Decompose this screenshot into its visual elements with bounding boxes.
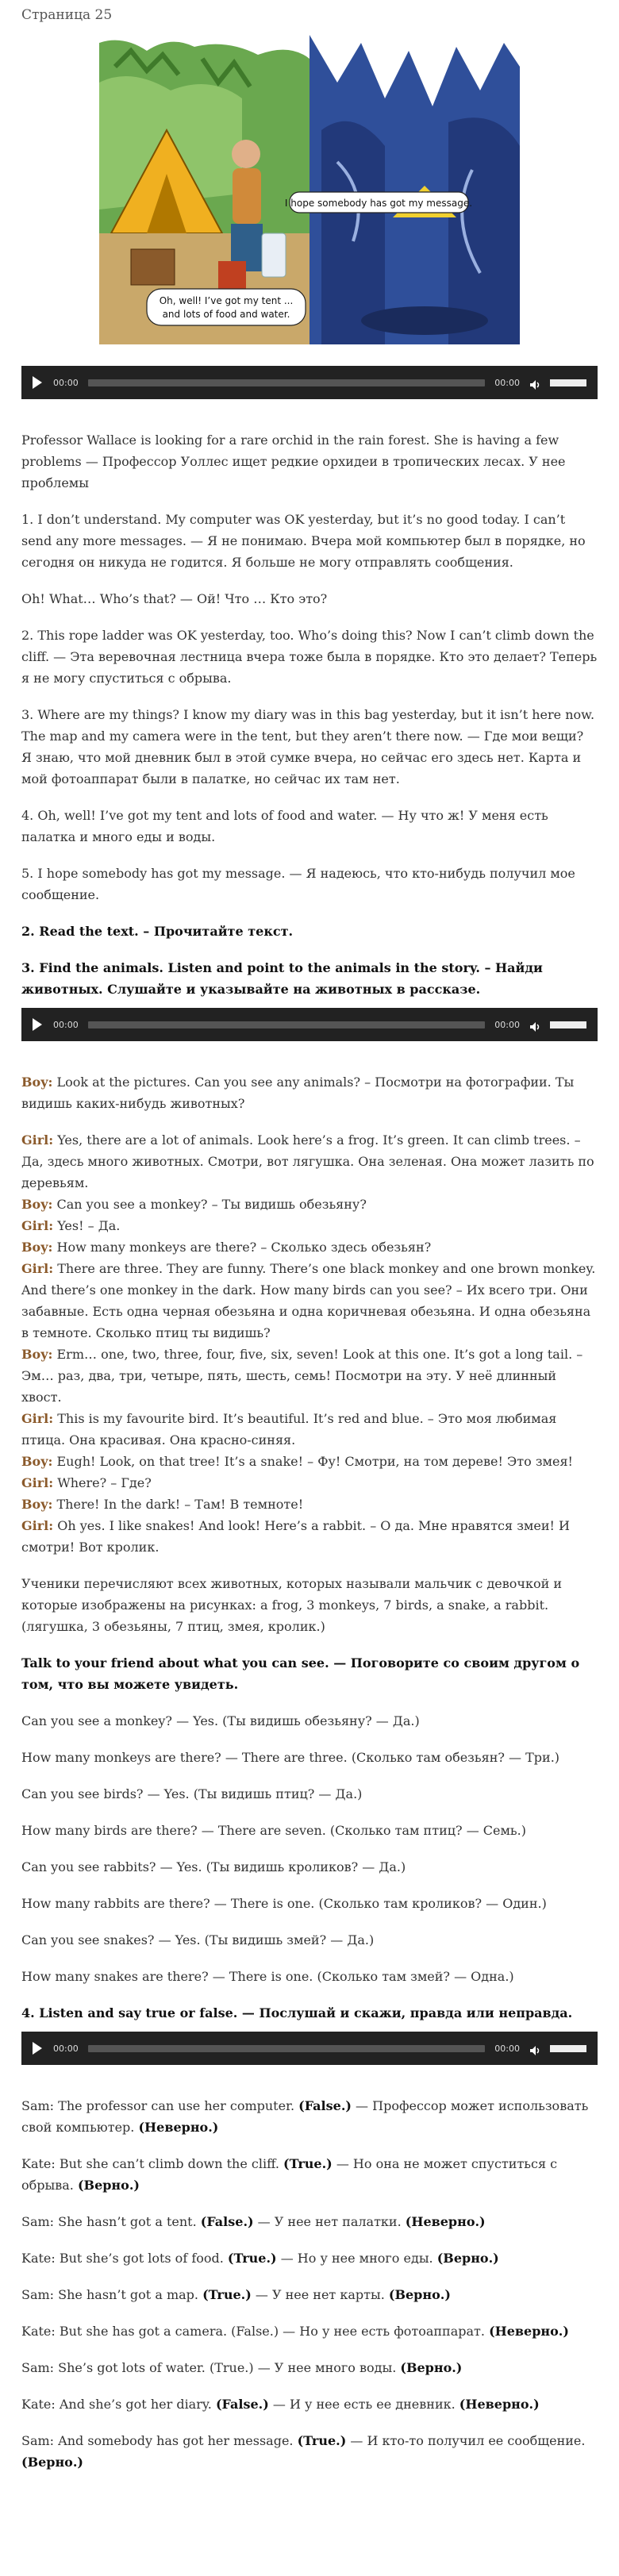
tf-answer-ru: (Верно.): [77, 2178, 140, 2193]
tf-translation: — У нее нет карты.: [251, 2287, 389, 2302]
intro-paragraph: Professor Wallace is looking for a rare orchid in the rain forest. She is having a few problems — Профессор Уоллес ищет редкие орхидеи в тропических лесах. У нее проблемы: [21, 433, 566, 490]
speaker-label: Boy:: [21, 1497, 53, 1512]
page-label: Страница 25: [21, 7, 113, 23]
story-illustration: [21, 35, 598, 344]
volume-slider[interactable]: [550, 1021, 586, 1028]
tf-translation: — И у нее есть ее дневник.: [268, 2397, 459, 2412]
tf-translation: — Но у нее много еды.: [276, 2251, 437, 2266]
tf-statement: Sam: She hasn’t got a map.: [21, 2287, 203, 2302]
speaker-label: Girl:: [21, 1411, 54, 1426]
speaker-label: Boy:: [21, 1347, 53, 1362]
bubble-right-text: I hope somebody has got my message.: [284, 198, 473, 209]
summary-paragraph: Ученики перечисляют всех животных, которых называли мальчик с девочкой и которые изображены на рисунках: a frog, 3 monkeys, 7 birds, a snake, a rabbit. (лягушка, 3 обезьяны, 7 птиц, змея, кролик.): [21, 1576, 563, 1634]
true-false-line: [21, 2320, 598, 2342]
dialogue-text: Look at the pictures. Can you see any animals? – Посмотри на фотографии. Ты видишь каких-нибудь животных?: [21, 1075, 575, 1111]
tf-answer-ru: (Неверно.): [489, 2324, 569, 2339]
talk-line: How many monkeys are there? — There are three. (Сколько там обезьян? — Три.): [21, 1750, 560, 1765]
audio-time-duration: 00:00: [494, 1019, 520, 1030]
dialogue-text: Yes! – Да.: [53, 1218, 121, 1233]
tf-answer-en: (True.): [202, 2287, 252, 2302]
tf-statement: Kate: But she’s got lots of food.: [21, 2251, 228, 2266]
talk-line: How many rabbits are there? — There is one. (Сколько там кроликов? — Один.): [21, 1896, 547, 1911]
audio-time-current: 00:00: [53, 377, 79, 388]
speaker-label: Boy:: [21, 1197, 53, 1212]
tf-answer-ru: (Неверно.): [459, 2397, 540, 2412]
audio-progress-bar[interactable]: [88, 379, 486, 386]
tf-answer-en: (True.): [283, 2156, 333, 2171]
dialogue-text: Erm… one, two, three, four, five, six, seven! Look at this one. It’s got a long tail. – Эм… раз, два, три, четыре, пять, шесть, семь! Посмотри на эту. У неё длинный хвост.: [21, 1347, 583, 1405]
dialogue-text: Where? – Где?: [53, 1475, 152, 1490]
task-2-heading: 2. Read the text. – Прочитайте текст.: [21, 924, 294, 939]
tf-answer-en: (False.): [200, 2214, 254, 2229]
tf-statement: Sam: She hasn’t got a tent.: [21, 2214, 201, 2229]
tf-answer-ru: (Неверно.): [138, 2120, 219, 2135]
dialogue-line: [21, 1236, 598, 1258]
true-false-line: [21, 2357, 598, 2378]
tf-answer-en: (True.): [297, 2433, 347, 2448]
tf-translation: — У нее нет палатки.: [253, 2214, 406, 2229]
play-icon[interactable]: [33, 376, 42, 389]
dialogue-line: [21, 1408, 598, 1451]
speaker-label: Girl:: [21, 1261, 54, 1276]
volume-slider[interactable]: [550, 379, 586, 386]
tf-statement: Sam: She’s got lots of water. (True.) — У нее много воды.: [21, 2360, 401, 2375]
tf-statement: Kate: But she has got a camera. (False.) — Но у нее есть фотоаппарат.: [21, 2324, 490, 2339]
true-false-line: [21, 2211, 598, 2232]
audio-progress-bar[interactable]: [88, 1021, 486, 1028]
audio-time-duration: 00:00: [494, 377, 520, 388]
story-line-5: 4. Oh, well! I’ve got my tent and lots of food and water. — Ну что ж! У меня есть палатка и много еды и воды.: [21, 808, 548, 844]
volume-icon[interactable]: [529, 377, 542, 388]
tf-answer-ru: (Верно.): [21, 2455, 83, 2470]
dialogue-line: [21, 1344, 598, 1408]
audio-time-current: 00:00: [53, 1019, 79, 1030]
dialogue-line: [21, 1451, 598, 1472]
audio-time-duration: 00:00: [494, 2043, 520, 2054]
tf-translation: — Профессор может использовать свой компьютер.: [21, 2098, 589, 2135]
dialogue-text: Eugh! Look, on that tree! It’s a snake! – Фу! Смотри, на том дереве! Это змея!: [52, 1454, 573, 1469]
task-3-heading: 3. Find the animals. Listen and point to the animals in the story. – Найди животных. Слушайте и указывайте на животных в рассказе.: [21, 960, 543, 997]
dialogue-line: [21, 1472, 598, 1494]
tf-answer-ru: (Неверно.): [405, 2214, 486, 2229]
true-false-line: [21, 2430, 598, 2473]
talk-heading: Talk to your friend about what you can see. — Поговорите со своим другом о том, что вы можете увидеть.: [21, 1655, 580, 1692]
dialogue-line: [21, 1515, 598, 1558]
tf-answer-en: (True.): [227, 2251, 277, 2266]
dialogue-first: [21, 1071, 598, 1114]
audio-progress-bar[interactable]: [88, 2045, 486, 2052]
story-line-2: Oh! What… Who’s that? — Ой! Что … Кто это?: [21, 591, 328, 606]
dialogue-line: [21, 1071, 598, 1114]
tf-statement: Sam: And somebody has got her message.: [21, 2433, 298, 2448]
speaker-label: Boy:: [21, 1454, 53, 1469]
audio-time-current: 00:00: [53, 2043, 79, 2054]
audio-player[interactable]: [21, 2032, 598, 2065]
rainforest-picture: [99, 35, 520, 344]
tf-translation: — И кто-то получил ее сообщение.: [346, 2433, 586, 2448]
tf-answer-ru: (Верно.): [388, 2287, 451, 2302]
tf-statement: Kate: And she’s got her diary.: [21, 2397, 216, 2412]
bubble-left-line2: and lots of food and water.: [162, 309, 290, 320]
true-false-list: [21, 2095, 598, 2473]
dialogue-text: This is my favourite bird. It’s beautiful. It’s red and blue. – Это моя любимая птица. Она красивая. Она красно-синяя.: [21, 1411, 557, 1448]
dialogue-text: How many monkeys are there? – Сколько здесь обезьян?: [52, 1240, 432, 1255]
true-false-line: [21, 2284, 598, 2305]
speaker-label: Girl:: [21, 1218, 54, 1233]
tf-statement: Sam: The professor can use her computer.: [21, 2098, 299, 2113]
audio-player[interactable]: [21, 1008, 598, 1041]
dialogue-block: [21, 1129, 598, 1558]
volume-slider[interactable]: [550, 2045, 586, 2052]
tf-answer-en: (False.): [215, 2397, 269, 2412]
dialogue-text: Oh yes. I like snakes! And look! Here’s a rabbit. – О да. Мне нравятся змеи! И смотри! Вот кролик.: [21, 1518, 570, 1555]
dialogue-line: [21, 1258, 598, 1344]
true-false-line: [21, 2247, 598, 2269]
dialogue-line: [21, 1494, 598, 1515]
dialogue-line: [21, 1129, 598, 1194]
talk-line: Can you see birds? — Yes. (Ты видишь птиц? — Да.): [21, 1786, 363, 1801]
audio-player[interactable]: [21, 366, 598, 399]
speaker-label: Girl:: [21, 1475, 54, 1490]
talk-line: How many birds are there? — There are seven. (Сколько там птиц? — Семь.): [21, 1823, 526, 1838]
play-icon[interactable]: [33, 1018, 42, 1031]
speaker-label: Girl:: [21, 1132, 54, 1148]
tf-answer-ru: (Верно.): [400, 2360, 463, 2375]
dialogue-text: There are three. They are funny. There’s one black monkey and one brown monkey. And there’s one monkey in the dark. How many birds can you see? – Их всего три. Они забавные. Есть одна черная обезьяна и одна коричневая обезьяна. И одна обезьяна в темноте. Сколько птиц ты видишь?: [21, 1261, 596, 1340]
volume-icon[interactable]: [529, 1019, 542, 1030]
story-line-3: 2. This rope ladder was OK yesterday, too. Who’s doing this? Now I can’t climb down the cliff. — Эта веревочная лестница вчера тоже была в порядке. Кто это делает? Теперь я не могу спуститься с обрыва.: [21, 628, 598, 686]
tf-statement: Kate: But she can’t climb down the cliff.: [21, 2156, 284, 2171]
dialogue-line: [21, 1215, 598, 1236]
talk-line: How many snakes are there? — There is one. (Сколько там змей? — Одна.): [21, 1969, 514, 1984]
talk-line: Can you see snakes? — Yes. (Ты видишь змей? — Да.): [21, 1932, 375, 1947]
bubble-left-line1: Oh, well! I’ve got my tent ...: [159, 295, 294, 306]
speaker-label: Boy:: [21, 1240, 53, 1255]
play-icon[interactable]: [33, 2042, 42, 2055]
dialogue-text: There! In the dark! – Там! В темноте!: [52, 1497, 304, 1512]
task-4-heading: 4. Listen and say true or false. — Послушай и скажи, правда или неправда.: [21, 2005, 573, 2020]
dialogue-line: [21, 1194, 598, 1215]
true-false-line: [21, 2153, 598, 2196]
volume-icon[interactable]: [529, 2043, 542, 2054]
tf-answer-en: (False.): [298, 2098, 352, 2113]
talk-line: Can you see a monkey? — Yes. (Ты видишь обезьяну? — Да.): [21, 1713, 420, 1728]
speaker-label: Girl:: [21, 1518, 54, 1533]
dialogue-text: Can you see a monkey? – Ты видишь обезьяну?: [52, 1197, 367, 1212]
dialogue-text: Yes, there are a lot of animals. Look here’s a frog. It’s green. It can climb trees. – Да, здесь много животных. Смотри, вот лягушка. Она зеленая. Она может лазить по деревьям.: [21, 1132, 594, 1190]
tf-translation: — Но она не может спуститься с обрыва.: [21, 2156, 558, 2193]
story-line-6: 5. I hope somebody has got my message. — Я надеюсь, что кто-нибудь получил мое сообщение.: [21, 866, 575, 902]
speaker-label: Boy:: [21, 1075, 53, 1090]
tf-answer-ru: (Верно.): [436, 2251, 499, 2266]
story-line-1: 1. I don’t understand. My computer was OK yesterday, but it’s no good today. I can’t send any more messages. — Я не понимаю. Вчера мой компьютер был в порядке, но сегодня он никуда не годится. Я больше не могу отправлять сообщения.: [21, 512, 586, 570]
story-line-4: 3. Where are my things? I know my diary was in this bag yesterday, but it isn’t here now. The map and my camera were in the tent, but they aren’t there now. — Где мои вещи? Я знаю, что мой дневник был в этой сумке вчера, но сейчас его здесь нет. Карта и мой фотоаппарат были в палатке, но сейчас их там нет.: [21, 707, 595, 786]
talk-line: Can you see rabbits? — Yes. (Ты видишь кроликов? — Да.): [21, 1859, 406, 1874]
true-false-line: [21, 2393, 598, 2415]
true-false-line: [21, 2095, 598, 2138]
